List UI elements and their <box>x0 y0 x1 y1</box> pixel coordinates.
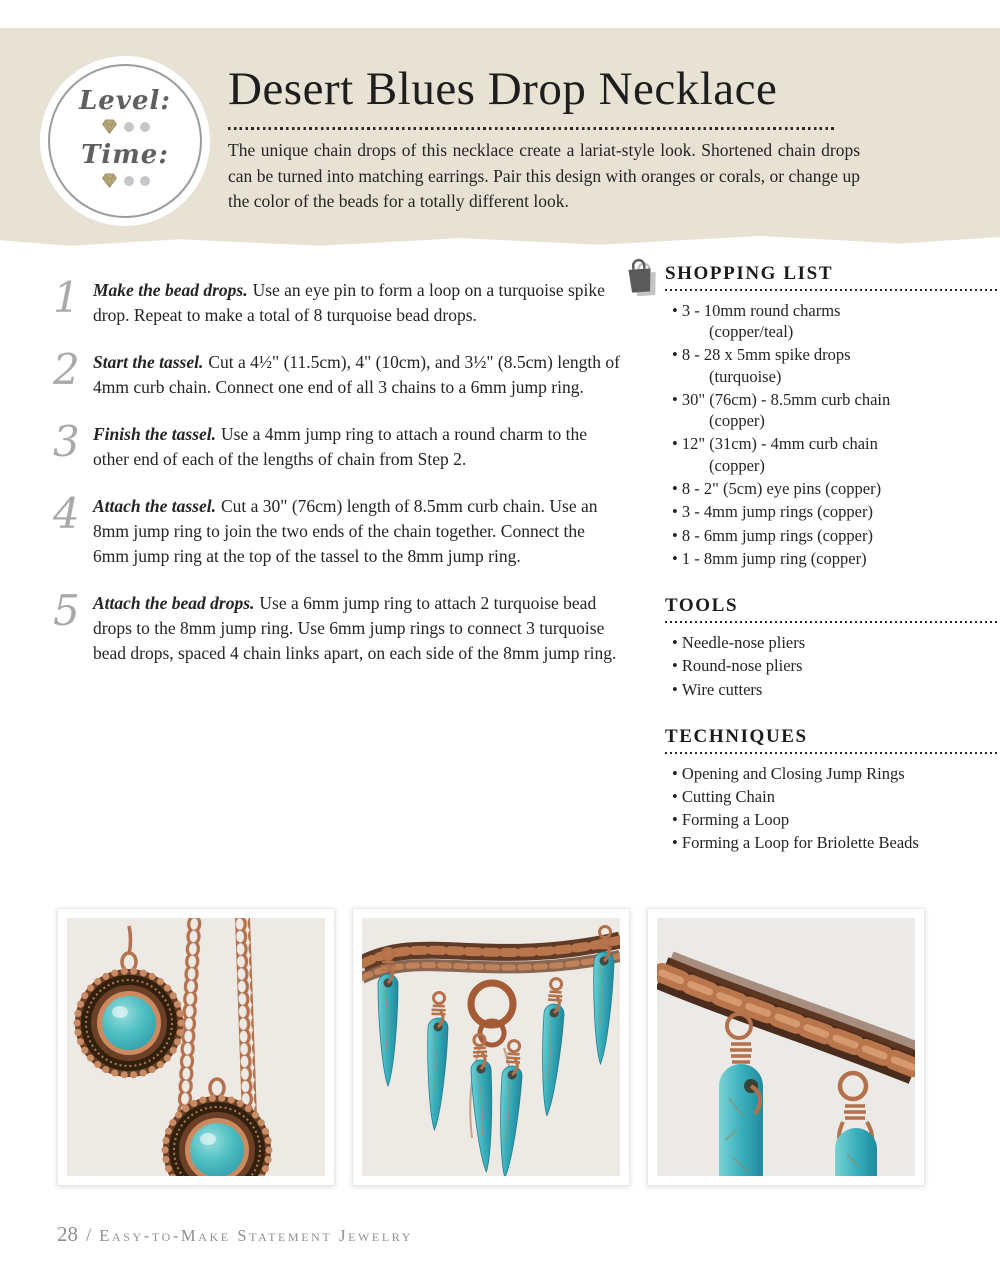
gem-icon <box>101 119 118 134</box>
technique-item: • Forming a Loop <box>672 809 997 830</box>
shopping-list-section <box>665 263 997 569</box>
dotted-rule <box>665 289 997 291</box>
step-body: Use a 6mm jump ring to attach 2 turquoise bead drops to the 8mm jump ring. Use 6mm jump rings to connect 3 turquoise bead drops, spaced 4 chain links apart, on each side of the 8mm jump ring. <box>93 593 617 664</box>
tools-title: TOOLS <box>665 595 739 617</box>
technique-item: • Forming a Loop for Briolette Beads <box>672 832 997 853</box>
rating-dot-icon <box>124 176 134 186</box>
step-body: Cut a 30" (76cm) length of 8.5mm curb chain. Use an 8mm jump ring to join the two ends of the chain together. Connect the 6mm jump ring at the top of the tassel to the 8mm jump ring. <box>93 496 598 567</box>
book-title: Easy-to-Make Statement Jewelry <box>99 1226 414 1245</box>
techniques-list <box>665 763 997 854</box>
step-body: Use an eye pin to form a loop on a turquoise spike drop. Repeat to make a total of 8 turquoise bead drops. <box>93 280 605 326</box>
step-2 <box>53 345 621 400</box>
step-body: Use a 4mm jump ring to attach a round charm to the other end of each of the lengths of chain from Step 2. <box>93 424 587 470</box>
step-number: 5 <box>53 586 80 636</box>
techniques-section <box>665 726 997 854</box>
dotted-rule <box>665 752 997 754</box>
rating-dot-icon <box>140 122 150 132</box>
intro-paragraph: The unique chain drops of this necklace create a lariat-style look. Shortened chain drops can be turned into matching earrings. Pair this design with oranges or corals, or change up the color of the beads for a totally different look. <box>228 140 860 212</box>
sidebar <box>665 263 997 880</box>
step-number: 2 <box>53 345 80 395</box>
shopping-list <box>665 300 997 569</box>
shopping-item: • 12" (31cm) - 4mm curb chain (copper) <box>672 433 997 476</box>
shopping-item: • 8 - 2" (5cm) eye pins (copper) <box>672 478 997 499</box>
level-label: Level: <box>79 85 171 116</box>
footer-separator: / <box>86 1225 92 1246</box>
shopping-item: • 3 - 10mm round charms (copper/teal) <box>672 300 997 343</box>
step-body: Cut a 4½" (11.5cm), 4" (10cm), and 3½" (8.5cm) length of 4mm curb chain. Connect one end of all 3 chains to a 6mm jump ring. <box>93 352 620 398</box>
step-number: 1 <box>53 273 80 322</box>
tools-section <box>665 595 997 700</box>
step-4 <box>53 489 621 569</box>
step-1 <box>53 273 621 328</box>
page-title: Desert Blues Drop Necklace <box>228 63 778 115</box>
time-rating <box>101 173 150 188</box>
shopping-item: • 30" (76cm) - 8.5mm curb chain (copper) <box>672 389 997 432</box>
step-3 <box>53 417 621 472</box>
step-text <box>93 591 621 666</box>
gem-icon <box>101 173 118 188</box>
page-footer <box>57 1222 413 1247</box>
tool-item: • Wire cutters <box>672 679 997 700</box>
page-number: 28 <box>57 1222 78 1246</box>
step-5 <box>53 586 621 666</box>
shopping-item: • 3 - 4mm jump rings (copper) <box>672 501 997 522</box>
photo-spike-drops <box>352 908 630 1186</box>
step-text <box>93 422 621 472</box>
step-lead: Attach the tassel. <box>93 496 216 517</box>
level-rating <box>101 119 150 134</box>
title-dotted-rule <box>228 127 835 130</box>
time-label: Time: <box>81 140 169 170</box>
techniques-title: TECHNIQUES <box>665 725 808 747</box>
rating-dot-icon <box>124 122 134 132</box>
badge-circle <box>48 64 202 218</box>
photo-row <box>57 908 925 1186</box>
step-lead: Attach the bead drops. <box>93 593 255 614</box>
photo-chain-closeup <box>647 908 925 1186</box>
step-text <box>93 350 621 400</box>
tool-item: • Round-nose pliers <box>672 655 997 676</box>
step-text <box>93 494 621 569</box>
step-lead: Make the bead drops. <box>93 280 248 300</box>
instructions <box>53 273 621 688</box>
photo-round-charms <box>57 908 335 1186</box>
step-number: 4 <box>53 489 80 539</box>
step-number: 3 <box>53 417 80 467</box>
shopping-bag-icon <box>623 257 659 297</box>
level-time-badge <box>40 56 210 226</box>
shopping-list-title: SHOPPING LIST <box>665 263 834 284</box>
rating-dot-icon <box>140 176 150 186</box>
shopping-item: • 8 - 28 x 5mm spike drops (turquoise) <box>672 344 997 387</box>
step-lead: Start the tassel. <box>93 352 204 373</box>
dotted-rule <box>665 621 997 623</box>
tool-item: • Needle-nose pliers <box>672 632 997 653</box>
shopping-item: • 8 - 6mm jump rings (copper) <box>672 525 997 546</box>
tools-list <box>665 632 997 700</box>
step-lead: Finish the tassel. <box>93 424 217 445</box>
step-text <box>93 278 621 328</box>
shopping-item: • 1 - 8mm jump ring (copper) <box>672 548 997 569</box>
technique-item: • Cutting Chain <box>672 786 997 807</box>
technique-item: • Opening and Closing Jump Rings <box>672 763 997 784</box>
